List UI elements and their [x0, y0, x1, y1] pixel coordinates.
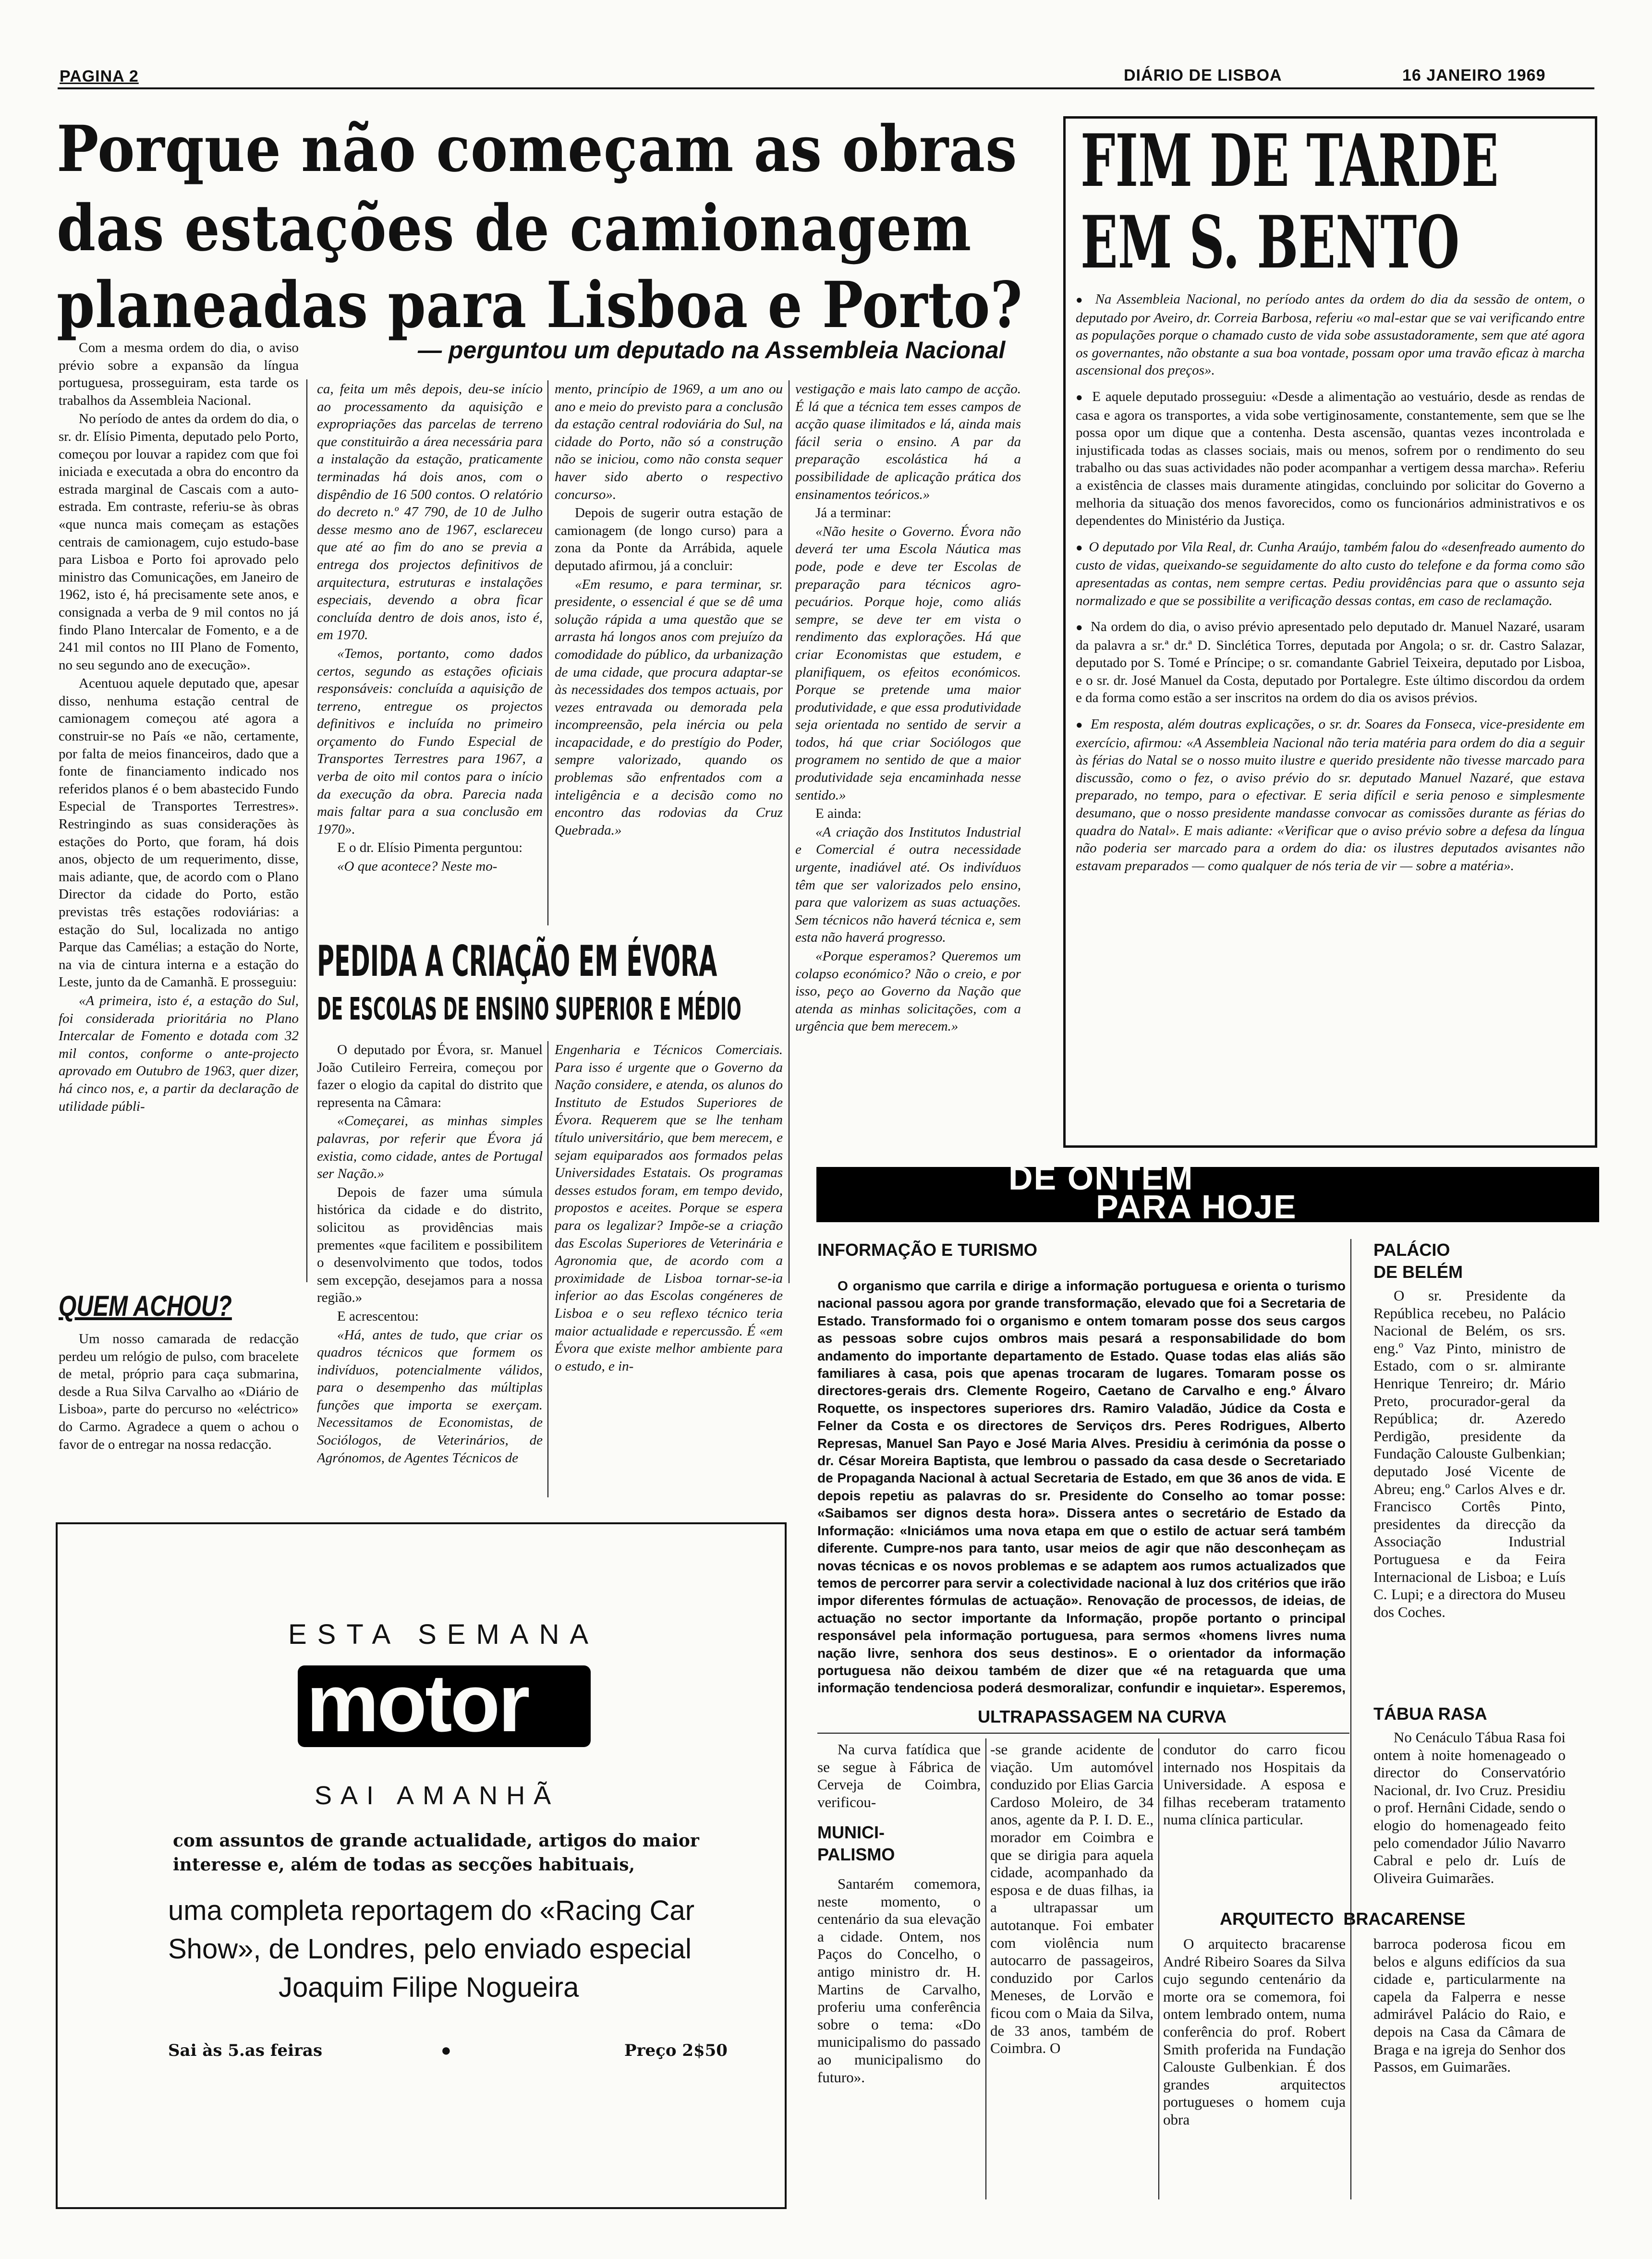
arquitecto-title: ARQUITECTO BRACARENSE	[1220, 1909, 1466, 1929]
ad-line-1: com assuntos de grande actualidade, artigos do maior	[173, 1831, 699, 1851]
arquitecto-col-1	[1163, 1935, 1346, 2204]
de-ontem-line-2: PARA HOJE	[1096, 1188, 1297, 1226]
ultrapassagem-col-3	[1163, 1741, 1346, 1837]
paragraph: «Em resumo, e para terminar, sr. presidente, o essencial é que se dê uma solução rápida a uma questão que se arrasta há longos anos com prejuízo da comodidade do público, da urbanização de uma cidade, que procura adaptar-se às necessidades dos tempos actuais, por vezes entravada ou demorada pela incompreensão, pela inércia ou pela incapacidade, e do prestígio do Poder, sempre valorizado, quando os problemas são enfrentados com a inteligência e a decisão como no encontro das rodovias da Cruz Quebrada.»	[555, 576, 783, 838]
ad-foot-right: Preço 2$50	[624, 2041, 728, 2060]
main-headline-line-1: Porque não começam as obras	[57, 112, 1018, 186]
paragraph: «Há, antes de tudo, que criar os quadros técnicos que formem os indivíduos, potencialmente válidos, para o desempenho das múltiplas funções que importa se exerçam. Necessitamos de Economistas, de Sociólogos, de Veterinários, de Agrónomos, de Agentes Técnicos de	[317, 1327, 543, 1466]
column-rule	[547, 1041, 548, 1497]
paragraph: «A primeira, isto é, a estação do Sul, foi considerada prioritária no Plano Intercalar de Fomento e dotada com 32 mil contos, conforme o ante-projecto aprovado em Outubro de 1963, quer dizer, há cinco nos, e, a partir da declaração de utilidade públi-	[59, 993, 299, 1114]
column-rule	[985, 1738, 986, 2199]
paragraph: Um nosso camarada de redacção perdeu um relógio de pulso, com bracelete de metal, próprio para caça submarina, desde a Rua Silva Carvalho ao «Diário de Lisboa», parte do percurso no «eléctrico» do Carmo. Agradece a quem o achou o favor de o entregar na nossa redacção.	[59, 1331, 299, 1452]
info-turismo-body	[817, 1277, 1346, 1695]
main-headline-line-3: planeadas para Lisboa e Porto?	[57, 268, 1023, 342]
bullet-icon: ●	[1076, 719, 1091, 732]
paragraph	[1076, 618, 1585, 707]
paragraph: vestigação e mais lato campo de acção. É lá que a técnica tem esses campos de acção quase ilimitados e lá, ainda mais fácil seria o ensino. A par da preparação escolástica há a possibilidade de aplicação prática dos ensinamentos teóricos.»	[795, 381, 1021, 502]
tabua-rasa-title: TÁBUA RASA	[1373, 1704, 1487, 1724]
main-article-col-4	[795, 380, 1021, 1283]
paragraph-text: O deputado por Vila Real, dr. Cunha Araújo, também falou do «desenfreado aumento do custo de vidas, queixando-se seguidamente do alto custo do telefone e da forma como são apresentadas as contas, nem sempre certas. Pediu providências para que o assunto seja normalizado e que se possibilite a verificação dessas contas, em caso de reclamação.	[1076, 539, 1585, 608]
palacio-title-2: DE BELÉM	[1373, 1262, 1463, 1282]
main-subheadline: — perguntou um deputado na Assembleia Nacional	[418, 337, 1006, 364]
paragraph: Santarém comemora, neste momento, o centenário da sua elevação a cidade. Ontem, nos Paços do Concelho, o antigo ministro dr. H. Martins de Carvalho, proferiu uma conferência sobre o tema: «Do municipalismo do passado ao municipalismo do futuro».	[817, 1875, 981, 2086]
paragraph: No período de antes da ordem do dia, o sr. dr. Elísio Pimenta, deputado pelo Porto, começou por louvar a rapidez com que foi iniciada e executada a obra do encontro da estrada marginal de Cascais com a auto-estrada. Em contraste, referiu-se às obras «que nunca mais começam as estações centrais de camionagem, cujo estudo-base para Lisboa e Porto foi aprovado pelo ministro das Comunicações, em Janeiro de 1962, isto é, há precisamente sete anos, e consignada a verba de 9 mil contos no já findo Plano Intercalar de Fomento, e a de 241 mil contos no III Plano de Fomento, no seu segundo ano de execução».	[59, 411, 299, 673]
quem-achou-text	[59, 1330, 299, 1494]
column-rule	[789, 380, 790, 1283]
paragraph	[1076, 291, 1585, 379]
paragraph: Depois de fazer uma súmula histórica da cidade e do distrito, solicitou as providências mais prementes «que facilitem e possibilitem o desenvolvimento que todos, todos sem excepção, desejamos para a nossa região.»	[317, 1184, 543, 1306]
bullet-icon: ●	[1076, 541, 1089, 554]
de-ontem-line-1: DE ONTEM	[1008, 1159, 1194, 1197]
paragraph: «Começarei, as minhas simples palavras, por referir que Évora já existia, como cidade, antes de Portugal ser Nação.»	[317, 1113, 543, 1182]
paragraph: No Cenáculo Tábua Rasa foi ontem à noite homenageado o director do Conservatório Nacional, dr. Ivo Cruz. Presidiu o prof. Hernâni Cidade, sendo o elogio do homenageado feito pelo comendador Júlio Navarro Cabral e pelo dr. Luís de Oliveira Guimarães.	[1373, 1729, 1566, 1886]
ad-bullet-icon: ●	[441, 2040, 451, 2060]
paragraph: «Temos, portanto, como dados certos, segundo as estações oficiais responsáveis: concluída a aquisição de terreno, entregue os projectos definitivos e incluída no primeiro orçamento do Fundo Especial de Transportes Terrestres para 1967, a verba de oito mil contos para o início da execução da obra. Parecia nada mais faltar para a sua conclusão em 1970».	[317, 645, 543, 837]
quem-achou-title: QUEM ACHOU?	[59, 1290, 232, 1322]
paragraph	[1076, 388, 1585, 530]
fim-de-tarde-body	[1076, 291, 1585, 1141]
bullet-icon: ●	[1076, 621, 1091, 634]
main-headline-line-2: das estações de camionagem	[57, 191, 972, 266]
paragraph-text: Na ordem do dia, o aviso prévio apresentado pelo deputado dr. Manuel Nazaré, usaram da palavra a sr.ª dr.ª D. Sinclética Torres, deputada por Angola; o sr. dr. Castro Salazar, deputado por S. Tomé e Príncipe; o sr. comandante Gabriel Teixeira, deputado por Lisboa, e o sr. dr. José Manuel da Costa, deputado por Portalegre. Este último discordou da ordem e da forma como estão a ser inscritos na ordem do dia os avisos prévios.	[1076, 619, 1585, 706]
paragraph: «O que acontece? Neste mo-	[337, 859, 498, 874]
ultrapassagem-title: ULTRAPASSAGEM NA CURVA	[978, 1707, 1227, 1726]
paragraph-text: E aquele deputado prosseguiu: «Desde a alimentação ao vestuário, desde as rendas de casa e agora os transportes, a vida sobe vertiginosamente, constantemente, sem que se lhe possa opor um dique que a contenha. Desta ascensão, quantas vezes incontrolada e injustificada todas as classes sociais, mais ou menos, sofrem por o rendimento do seu trabalho ou das suas actividades não poder acompanhar a vertigem dessa marcha». Referiu a existência de classes mais duramente atingidas, concluindo por solicitar do Governo a melhoria da situação dos menos favorecidos, como os funcionários administrativos e os dependentes do Ministério da Justiça.	[1076, 389, 1585, 529]
ad-top-line: ESTA SEMANA	[288, 1619, 599, 1650]
main-article-col-1	[59, 339, 299, 1280]
paragraph: ca, feita um mês depois, deu-se início ao processamento da aquisição e expropriações das parcelas de terreno que constituirão a área necessária para a instalação da estação, praticamente terminadas há dois anos, com o dispêndio de 16 500 contos. O relatório do decreto n.º 47 790, de 10 de Julho desse mesmo ano de 1967, esclareceu que até ao fim do ano se previa a entrega dos projectos definitivos de arquitectura, estruturas e instalações especiais, devendo a obra ficar concluída dentro de dois anos, isto é, em 1970.	[317, 381, 543, 643]
palacio-body	[1373, 1287, 1566, 1695]
issue-date: 16 JANEIRO 1969	[1402, 66, 1546, 85]
header-rule	[58, 87, 1594, 89]
column-rule	[547, 380, 548, 925]
municipalismo-title-2: PALISMO	[817, 1845, 895, 1864]
arquitecto-col-2	[1373, 1935, 1566, 2204]
fim-de-tarde-title-2: EM S. BENTO	[1081, 200, 1460, 285]
paragraph: O sr. Presidente da República recebeu, no Palácio Nacional de Belém, os srs. eng.º Vaz Pinto, ministro de Estado, com o sr. almirante Henrique Tenreiro; dr. Mário Preto, procurador-geral da República; dr. Azeredo Perdigão, presidente da Fundação Calouste Gulbenkian; deputado José Vicente de Abreu; eng.º Carlos Alves e dr. Francisco Cortês Pinto, presidentes da direcção da Associação Industrial Portuguesa e da Feira Internacional de Lisboa; e Luís C. Lupi; e a directora do Museu dos Coches.	[1373, 1287, 1566, 1620]
palacio-title-1: PALÁCIO	[1373, 1240, 1450, 1260]
main-article-col-3	[555, 380, 783, 925]
ad-sai-amanha: SAI AMANHÃ	[315, 1781, 560, 1810]
column-rule	[1350, 1239, 1351, 2199]
paragraph: Engenharia e Técnicos Comerciais. Para isso é urgente que o Governo da Nação considere, e atenda, os alunos do Instituto de Estudos Superiores de Évora. Requerem que se lhe tenham título universitário, que bem merecem, e sejam equiparados aos formados pelas Universidades Estatais. Os programas desses estudos foram, em tempo devido, propostos e aceites. Porque se espera para os legalizar? Impõe-se a criação das Escolas Superiores de Veterinária e Agronomia que, de acordo com a proximidade de Lisboa tornar-se-ia inferior ao das Escolas congéneres de Lisboa e o seu reflexo técnico teria maior actualidade e repercussão. É «em Évora que existe melhor ambiente para o estudo, e in-	[555, 1042, 783, 1374]
paragraph: O deputado por Évora, sr. Manuel João Cutileiro Ferreira, começou por fazer o elogio da capital do distrito que representa na Câmara:	[317, 1042, 543, 1110]
paragraph: O organismo que carrila e dirige a informação portuguesa e orienta o turismo nacional passou agora por grande transformação, elevado que foi a Secretaria de Estado. Transformado foi o organismo e ontem tomaram posse dos seus cargos as pessoas sobre cujos ombros mais pesará a responsabilidade do bom andamento do importante departamento de Estado. Quase todas elas aliás são familiares à casa, pois que apenas trocaram de lugares. Tomaram posse os directores-gerais drs. Clemente Rogeiro, Caetano de Carvalho e eng.º Álvaro Roquette, os inspectores superiores drs. Ramiro Valadão, Júdice da Costa e Felner da Costa e os directores de Serviços drs. Peres Rodrigues, Alberto Represas, Manuel San Payo e José Maria Alves. Presidiu à cerimónia da posse o dr. César Moreira Baptista, que lembrou o passado da casa desde o Secretariado de Propaganda Nacional à actual Secretaria de Estado, em que 36 anos de vida. E depois repetiu as palavras do sr. Presidente do Conselho ao tomar posse: «Saibamos ser dignos desta hora». Dissera antes o secretário de Estado da Informação: «Iniciámos uma nova etapa em que o estilo de actuar será também diferente. Cumpre-nos para tanto, usar meios de agir que não desconheçam as novas técnicas e os novos problemas e se adaptem aos rumos actualizados que temos de percorrer para servir a colectividade nacional à luz dos critérios que irão impor diferentes fórmulas de actuação». Renovação de processos, de ideias, de actuação no sector importante da Informação, propõe portanto o principal responsável pela informação portuguesa, para sermos «homens livres numa nação livre, senhora dos seus destinos». E o orientador da informação portuguesa não deixou também de dizer que «é na retaguarda que uma informação tendenciosa poderá desmoralizar, confundir e inquietar». Esperemos,	[817, 1278, 1346, 1695]
paragraph: condutor do carro ficou internado nos Hospitais da Universidade. A esposa e filhas receberam tratamento numa clínica particular.	[1163, 1741, 1346, 1828]
paragraph: «A criação dos Institutos Industrial e Comercial é outra necessidade urgente, inadiável até. Os indivíduos têm que ser valorizados pelo ensino, para que valorizem as suas actuações. Sem técnicos não haverá técnica e, sem esta não haverá progresso.	[795, 824, 1021, 946]
paragraph: «Porque esperamos? Queremos um colapso económico? Não o creio, e por isso, peço ao Governo da Nação que atenda as minhas solicitações, com a urgência que bem merecem.»	[795, 948, 1021, 1034]
motor-logo: motor	[306, 1658, 528, 1749]
paragraph: «Não hesite o Governo. Évora não deverá ter uma Escola Náutica mas pode, pode e deve ter Escolas de preparação para técnicos agro-pecuários. Porque hoje, como aliás sempre, se deve ter em vista o rendimento das explorações. Há que criar Economistas que estudem, e planifiquem, os efeitos económicos. Porque se pretende uma maior produtividade, e que essa produtividade seja orientada no sentido de servir a todos, há que criar Sociólogos que programem no sentido de que a maior produtividade seja encaminhada nesse sentido.»	[795, 523, 1021, 803]
bullet-icon: ●	[1076, 391, 1093, 404]
newspaper-name: DIÁRIO DE LISBOA	[1124, 66, 1282, 85]
paragraph: E ainda:	[815, 806, 862, 822]
column-rule	[306, 379, 307, 1282]
ad-foot-left: Sai às 5.as feiras	[168, 2041, 323, 2060]
paragraph: mento, princípio de 1969, a um ano ou ano e meio do previsto para a conclusão da estação central rodoviária do Sul, na cidade do Porto, não só a construção não se iniciou, como não consta sequer haver sido aberto o respectivo concurso».	[555, 381, 783, 502]
paragraph-text: Em resposta, além doutras explicações, o sr. dr. Soares da Fonseca, vice-presidente em exercício, afirmou: «A Assembleia Nacional não teria matéria para ordem do dia a seguir às férias do Natal se o nosso muito ilustre e querido presidente não tivesse marcado para discussão, como o fez, o aviso prévio do sr. deputado Manuel Nazaré, que estava preparado, no tempo, para o efectivar. E seria difícil e seria penoso e simplesmente desumano, que o nosso presidente mandasse convocar as comissões durante as férias do quadra do Natal». E mais adiante: «Verificar que o aviso prévio sobre a defesa da língua não poderia ser marcado para a ordem do dia: os ilustres deputados avisantes não estavam preparados — como qualquer de nós teria de vir — sobre a matéria».	[1076, 717, 1585, 874]
main-article-col-2	[317, 380, 543, 925]
evora-col-1	[317, 1041, 543, 1497]
paragraph: -se grande acidente de viação. Um automóvel conduzido por Elias Garcia Cardoso Moleiro, de 34 anos, agente da P. I. D. E., morador em Coimbra e que se dirigia para aquela cidade, acompanhado da esposa e de duas filhas, ia a ultrapassar um autotanque. Foi embater com violência num autocarro de passageiros, conduzido por Carlos Meneses, de Lorvão e ficou com o Maia da Silva, de 33 anos, também de Coimbra. O	[990, 1741, 1154, 2057]
paragraph: barroca poderosa ficou em belos e alguns edifícios da sua cidade e, particularmente na capela da Falperra e nesse admirável Palácio do Raio, e depois na Casa da Câmara de Braga e na igreja do Senhor dos Passos, em Guimarães.	[1373, 1935, 1566, 2076]
ultrapassagem-col-2	[990, 1741, 1154, 2202]
paragraph: Já a terminar:	[815, 505, 891, 521]
paragraph: Acentuou aquele deputado que, apesar disso, nenhuma estação central de camionagem começou até agora a construir-se no País «e não, certamente, por falta de meios financeiros, dado que a fonte de financiamento indicado nos referidos planos é o bem abastecido Fundo Especial de Transportes Terrestres». Restringindo as suas considerações às estações do Porto, que foram, há dois anos, objecto de um requerimento, disse, mais adiante, que, de acordo com o Plano Director da cidade do Porto, estão previstas três estações rodoviárias: a estação do Sul, localizada no antigo Parque das Camélias; a estação do Norte, na via de cintura interna e a estação do Leste, junto da de Camanhã. E prosseguiu:	[59, 676, 299, 990]
paragraph-text: Na Assembleia Nacional, no período antes da ordem do dia da sessão de ontem, o deputado por Aveiro, dr. Correia Barbosa, referiu «o mal-estar que se vai verificando entre as populações porque o chamado custo de vida sobe assustadoramente, sem que até agora os governantes, não obstante a sua boa vontade, possam opor uma travão eficaz à marcha ascensional dos preços».	[1076, 291, 1585, 378]
bullet-icon: ●	[1076, 294, 1095, 306]
municipalismo-body	[817, 1875, 981, 2202]
page-number: PAGINA 2	[60, 67, 139, 85]
evora-headline-1: PEDIDA A CRIAÇÃO EM ÉVORA	[317, 936, 717, 986]
paragraph: Com a mesma ordem do dia, o aviso prévio sobre a expansão da língua portuguesa, prosseguiram, esta tarde os trabalhos da Assembleia Nacional.	[59, 340, 299, 408]
ad-big-line-3: Joaquim Filipe Nogueira	[279, 1972, 579, 2003]
paragraph: Na curva fatídica que se segue à Fábrica de Cerveja de Coimbra, verificou-	[817, 1741, 981, 1810]
section-rule	[817, 1733, 1349, 1734]
paragraph: E acrescentou:	[337, 1308, 419, 1324]
ultrapassagem-col-1	[817, 1741, 981, 1813]
ad-line-2: interesse e, além de todas as secções habituais,	[173, 1855, 635, 1875]
ad-big-line-2: Show», de Londres, pelo enviado especial	[168, 1933, 692, 1965]
paragraph: O arquitecto bracarense André Ribeiro Soares da Silva cujo segundo centenário da morte ora se comemora, foi ontem lembrado ontem, numa conferência do prof. Robert Smith proferida na Fundação Calouste Gulbenkian. É dos grandes arquitectos portugueses o homem cuja obra	[1163, 1935, 1346, 2128]
info-turismo-title: INFORMAÇÃO E TURISMO	[817, 1240, 1037, 1260]
municipalismo-title-1: MUNICI-	[817, 1822, 885, 1842]
paragraph: Depois de sugerir outra estação de camionagem (de longo curso) para a zona da Ponte da Arrábida, aquele deputado afirmou, já a concluir:	[555, 505, 783, 573]
ad-big-line-1: uma completa reportagem do «Racing Car	[168, 1895, 695, 1926]
paragraph	[1076, 716, 1585, 874]
tabua-rasa-body	[1373, 1729, 1566, 1940]
paragraph: E o dr. Elísio Pimenta perguntou:	[337, 840, 523, 856]
fim-de-tarde-title-1: FIM DE TARDE	[1081, 119, 1499, 203]
column-rule	[1158, 1738, 1159, 2199]
evora-col-2	[555, 1041, 783, 1497]
paragraph	[1076, 538, 1585, 609]
evora-headline-2: DE ESCOLAS DE ENSINO SUPERIOR E MÉDIO	[317, 992, 741, 1027]
